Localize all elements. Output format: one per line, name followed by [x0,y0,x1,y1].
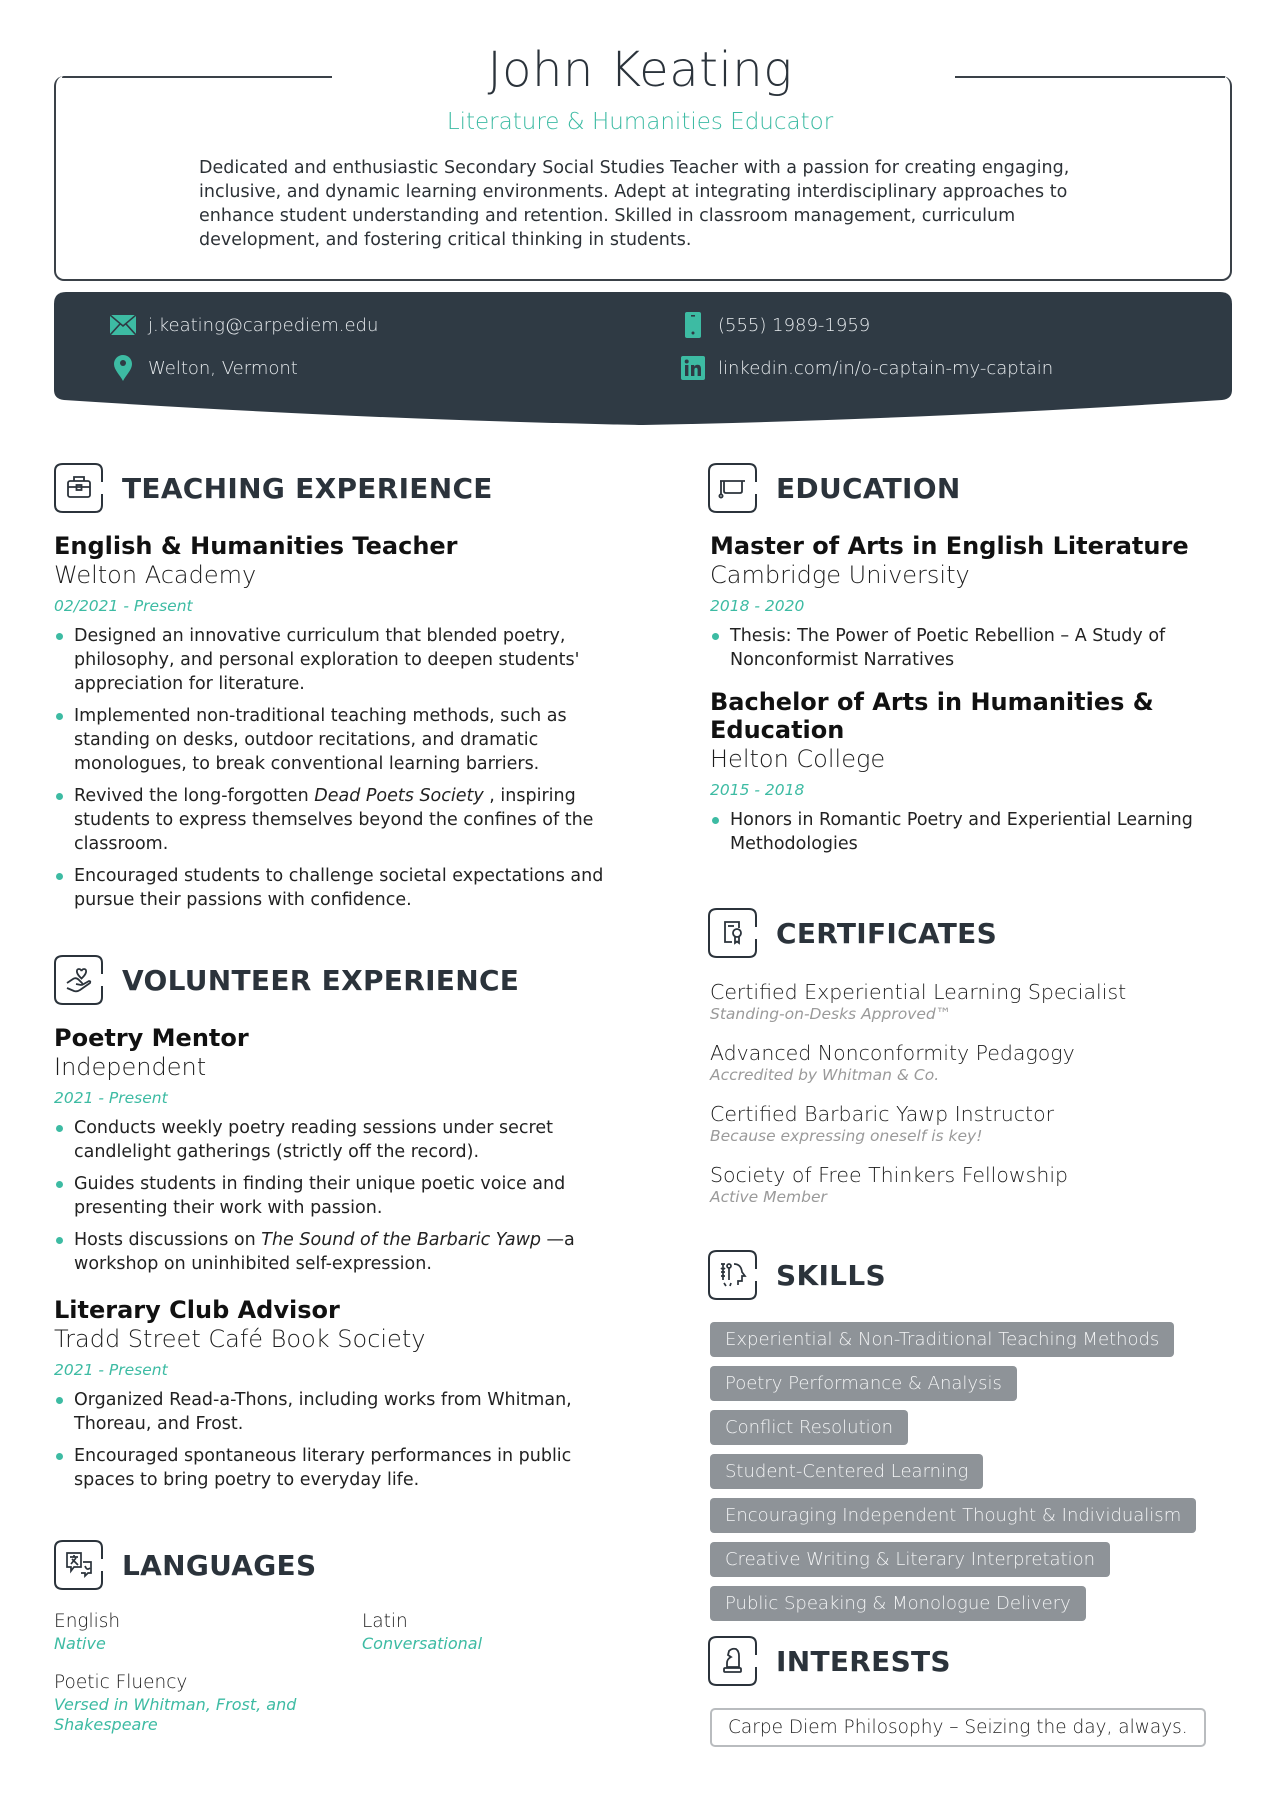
date-range: 2021 - Present [54,1361,168,1379]
skill-chip: Experiential & Non-Traditional Teaching Methods [710,1322,1174,1357]
certificate-item [710,980,1230,1024]
language-name: Poetic Fluency [54,1672,188,1693]
education-entries [710,532,1230,864]
bullet-list [54,1116,624,1276]
role-title: Poetry Mentor [54,1024,249,1052]
bullet-emphasis: The Sound of the Barbaric Yawp [261,1230,541,1250]
certificate-item [710,1041,1230,1085]
section-title: INTERESTS [776,1644,951,1678]
institution: Cambridge University [710,561,970,589]
contact-bar [54,292,1232,432]
certificate-note: Accredited by Whitman & Co. [710,1066,940,1084]
bullet-list [710,808,1230,856]
bullet-item: Guides students in finding their unique poetic voice and presenting their work with passion. [54,1172,624,1220]
bullet-text: —a workshop on uninhibited self-expression. [74,1230,575,1274]
teaching-entries [54,532,624,920]
bullet-item: Encouraged spontaneous literary performances in public spaces to bring poetry to everyday life. [54,1444,624,1492]
bullet-list [54,624,624,912]
bullet-emphasis: Dead Poets Society [314,786,484,806]
bullet-text: Revived the long-forgotten [74,786,315,806]
certificate-name: Certified Experiential Learning Specialist [710,980,1127,1004]
date-range: 2021 - Present [54,1089,168,1107]
date-range: 2015 - 2018 [710,781,805,799]
section-certificates-heading [708,908,997,958]
certificate-item [710,1102,1230,1146]
volunteer-entry [54,1296,624,1492]
date-range: 2018 - 2020 [710,597,805,615]
map-pin-icon [110,355,136,381]
language-level: Native [54,1634,106,1653]
organization: Independent [54,1053,207,1081]
bullet-item: Implemented non-traditional teaching methods, such as standing on desks, outdoor recitations, and dramatic monologues, to break conventional learning barriers. [54,704,624,776]
contact-phone[interactable] [680,312,870,338]
role-title: Literary Club Advisor [54,1296,340,1324]
section-volunteer-heading [54,955,519,1005]
bullet-item [54,1228,624,1276]
section-education-heading [708,463,961,513]
section-title: CERTIFICATES [776,916,998,950]
section-title: LANGUAGES [122,1548,317,1582]
date-range: 02/2021 - Present [54,597,193,615]
bullet-item: Designed an innovative curriculum that blended poetry, philosophy, and personal exploration to deepen students' appreciation for literature. [54,624,624,696]
bullet-text: , inspiring students to express themselves beyond the confines of the classroom. [74,786,594,854]
language-name: Latin [362,1611,408,1632]
language-item [54,1671,304,1735]
organization: Tradd Street Café Book Society [54,1325,426,1353]
certificate-name: Advanced Nonconformity Pedagogy [710,1041,1075,1065]
envelope-icon [110,312,136,338]
employer: Welton Academy [54,561,257,589]
interest-item: Carpe Diem Philosophy – Seizing the day, always. [710,1708,1206,1747]
skill-chip: Student-Centered Learning [710,1454,983,1489]
contact-location-text: Welton, Vermont [148,357,298,379]
translate-icon [54,1540,104,1590]
certificate-name: Certified Barbaric Yawp Instructor [710,1102,1055,1126]
graduation-cap-icon [708,463,758,513]
bullet-item: Thesis: The Power of Poetic Rebellion – A Study of Nonconformist Narratives [710,624,1230,672]
head-tools-icon [708,1250,758,1300]
certificate-icon [708,908,758,958]
chess-knight-icon [708,1636,758,1686]
bullet-item: Honors in Romantic Poetry and Experiential Learning Methodologies [710,808,1230,856]
skills-list [710,1322,1230,1621]
skill-chip: Conflict Resolution [710,1410,908,1445]
linkedin-icon [680,355,706,381]
contact-email-text: j.keating@carpediem.edu [148,314,379,336]
teaching-entry [54,532,624,912]
volunteer-entries [54,1024,624,1500]
bullet-item [54,784,624,856]
contact-email[interactable] [110,312,378,338]
heart-hand-icon [54,955,104,1005]
section-title: EDUCATION [776,471,961,505]
profile-summary: Dedicated and enthusiastic Secondary Social Studies Teacher with a passion for creating engaging, inclusive, and dynamic learning environments. Adept at integrating interdisciplinary approaches to enhance student understanding and retention. Skilled in classroom management, curriculum development, and fostering critical thinking in students. [199,158,1070,250]
bullet-item: Conducts weekly poetry reading sessions under secret candlelight gatherings (strictly off the record). [54,1116,624,1164]
contact-linkedin-text: linkedin.com/in/o-captain-my-captain [718,357,1054,379]
briefcase-icon [54,463,104,513]
bullet-item: Encouraged students to challenge societal expectations and pursue their passions with confidence. [54,864,624,912]
certificates-list [710,980,1230,1224]
candidate-title: Literature & Humanities Educator [446,109,834,135]
language-level: Conversational [362,1634,483,1653]
language-item [54,1610,362,1654]
skill-chip: Encouraging Independent Thought & Individualism [710,1498,1196,1533]
certificate-note: Standing-on-Desks Approved™ [710,1005,952,1023]
language-item [362,1610,624,1654]
phone-icon [680,312,706,338]
bullet-item: Organized Read-a-Thons, including works from Whitman, Thoreau, and Frost. [54,1388,624,1436]
contact-location [110,355,298,381]
skill-chip: Public Speaking & Monologue Delivery [710,1586,1086,1621]
bullet-list [54,1388,624,1492]
interests-list [710,1708,1230,1747]
certificate-note: Active Member [710,1188,827,1206]
skill-chip: Creative Writing & Literary Interpretation [710,1542,1110,1577]
bullet-list [710,624,1230,672]
language-name: English [54,1611,121,1632]
language-level: Versed in Whitman, Frost, and Shakespeare [54,1695,297,1734]
degree: Bachelor of Arts in Humanities & Education [710,688,1154,744]
languages-list [54,1610,624,1735]
contact-linkedin[interactable] [680,355,1053,381]
job-title: English & Humanities Teacher [54,532,458,560]
skill-chip: Poetry Performance & Analysis [710,1366,1017,1401]
education-entry [710,688,1230,856]
institution: Helton College [710,745,886,773]
candidate-name: John Keating [487,42,793,98]
contact-phone-text: (555) 1989-1959 [718,314,871,336]
section-interests-heading [708,1636,951,1686]
section-title: SKILLS [776,1258,886,1292]
certificate-item [710,1163,1230,1207]
section-languages-heading [54,1540,316,1590]
section-title: TEACHING EXPERIENCE [122,471,493,505]
section-title: VOLUNTEER EXPERIENCE [122,963,520,997]
volunteer-entry [54,1024,624,1276]
section-skills-heading [708,1250,886,1300]
certificate-name: Society of Free Thinkers Fellowship [710,1163,1069,1187]
certificate-note: Because expressing oneself is key! [710,1127,983,1145]
degree: Master of Arts in English Literature [710,532,1189,560]
bullet-text: Hosts discussions on [74,1230,262,1250]
section-teaching-heading [54,463,493,513]
education-entry [710,532,1230,672]
